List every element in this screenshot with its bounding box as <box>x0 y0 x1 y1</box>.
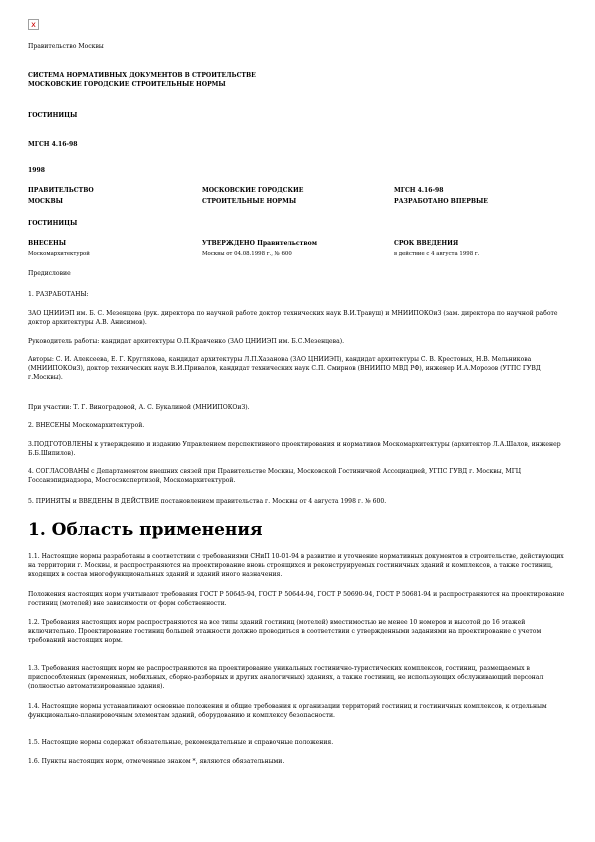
term-value: в действие с 4 августа 1998 г. <box>394 251 480 257</box>
section-paragraph-1-6: 1.6. Пункты настоящих норм, отмеченные знаком *, являются обязательными. <box>28 758 285 765</box>
system-title-line1: СИСТЕМА НОРМАТИВНЫХ ДОКУМЕНТОВ В СТРОИТЕЛЬСТВЕ <box>28 72 256 79</box>
section-paragraph-1-2: 1.2. Требования настоящих норм распространяются на все типы зданий гостиниц (мотелей) вместимостью не менее 10 номеров и высотой до 16 этажей включительно. Проектирование гостиниц большей этажности должно проводиться в соответствии с утвержденными заданиями на проектирование с учетом требований настоящих норм. <box>28 619 542 645</box>
table-title: ГОСТИНИЦЫ <box>28 220 78 227</box>
section-paragraph-1-5: 1.5. Настоящие нормы содержат обязательные, рекомендательные и справочные положения. <box>28 739 334 746</box>
preface-item-2: 2. ВНЕСЕНЫ Москомархитектурой. <box>28 422 145 429</box>
table-type-line1: МОСКОВСКИЕ ГОРОДСКИЕ <box>202 187 304 194</box>
section-paragraph-1-4: 1.4. Настоящие нормы устанавливают основные положения и общие требования к организации территорий гостиниц и гостиничных комплексов, к отдельным функционально-планировочным элементам зданий, оборудованию и комплексу безопасности. <box>28 703 547 720</box>
approved-value: Москвы от 04.08.1998 г., № 600 <box>202 251 292 257</box>
preface-heading: Предисловие <box>28 270 71 277</box>
preface-item-4: 4. СОГЛАСОВАНЫ с Департаментом внешних связей при Правительстве Москвы, Московской Гостиничной Ассоциацией, УГПС ГУВД г. Москвы, МГЦ Госсанэпиднадзора, Мосгосэкспертизой, Москомархитектурой. <box>28 468 522 485</box>
preface-item-5: 5. ПРИНЯТЫ и ВВЕДЕНЫ В ДЕЙСТВИЕ постановлением правительства г. Москвы от 4 августа 1998 г. № 600. <box>28 498 387 505</box>
table-first-issue: РАЗРАБОТАНО ВПЕРВЫЕ <box>394 198 488 205</box>
preface-authors: Авторы: С. И. Алексеева, Е. Г. Круглякова, кандидат архитектуры Л.П.Хазанова (ЗАО ЦНИИЭП), кандидат архитектуры С. В. Крестовых, Н.В. Мельникова (МНИИПОКОиЗ), доктор технических наук В.И.Привалов, кандидат технических наук С.П. Смирнов (ВНИИПО МВД РФ), инженер И.А.Морозов (УГПС ГУВД г.Москвы). <box>28 356 541 382</box>
document-code: МГСН 4.16-98 <box>28 141 78 148</box>
preface-participants: При участии: Т. Г. Виноградовой, А. С. Букалиной (МНИИПОКОиЗ). <box>28 404 250 411</box>
preface-item-1: 1. РАЗРАБОТАНЫ: <box>28 291 89 298</box>
introduced-value: Москомархитектурой <box>28 251 90 257</box>
section-paragraph-1-1: 1.1. Настоящие нормы разработаны в соответствии с требованиями СНиП 10-01-94 в развитие и уточнение нормативных документов в строительстве, действующих на территории г. Москвы, и распространяются на проектирование вновь строящихся и реконструируемых гостиничных зданий и комплексов, а также гостиниц, входящих в состав многофункциональных зданий и зданий иного назначения. <box>28 553 564 579</box>
document-year: 1998 <box>28 167 45 174</box>
government-name: Правительство Москвы <box>28 43 104 50</box>
approved-label: УТВЕРЖДЕНО Правительством <box>202 240 317 247</box>
system-title-line2: МОСКОВСКИЕ ГОРОДСКИЕ СТРОИТЕЛЬНЫЕ НОРМЫ <box>28 81 226 88</box>
section-paragraph-1-3: 1.3. Требования настоящих норм не распространяются на проектирование уникальных гостинично-туристических комплексов, гостиниц, размещаемых в приспособленных (временных, мобильных, сборно-разборных и других аналогичных) зданиях, а также гостиниц, не использующих обслуживающий персонал (полностью автоматизированные здания). <box>28 665 544 691</box>
introduced-label: ВНЕСЕНЫ <box>28 240 67 247</box>
table-type-line2: СТРОИТЕЛЬНЫЕ НОРМЫ <box>202 198 297 205</box>
broken-image-icon: x <box>28 19 39 30</box>
table-issuer-line2: МОСКВЫ <box>28 198 63 205</box>
preface-item-3: 3.ПОДГОТОВЛЕНЫ к утверждению и изданию Управлением перспективного проектирования и нормативов Москомархитектуры (архитектор Л.А.Шалов, инженер Б.Б.Шипилов). <box>28 441 561 458</box>
term-label: СРОК ВВЕДЕНИЯ <box>394 240 459 247</box>
section-heading: 1. Область применения <box>28 520 263 540</box>
preface-supervisor: Руководитель работы: кандидат архитектуры О.П.Кравченко (ЗАО ЦНИИЭП им. Б.С.Мезенцева). <box>28 338 345 345</box>
table-issuer-line1: ПРАВИТЕЛЬСТВО <box>28 187 94 194</box>
document-title: ГОСТИНИЦЫ <box>28 112 78 119</box>
table-code: МГСН 4.16-98 <box>394 187 444 194</box>
preface-developers: ЗАО ЦНИИЭП им. Б. С. Мезенцева (рук. директора по научной работе доктор технических наук В.И.Травуш) и МНИИПОКОиЗ (зам. директора по научной работе доктор архитектуры А.В. Анисимов). <box>28 310 558 327</box>
section-paragraph-1-1-cont: Положения настоящих норм учитывают требования ГОСТ Р 50645-94, ГОСТ Р 50644-94, ГОСТ Р 50690-94, ГОСТ Р 50681-94 и распространяются на проектирование гостиниц (мотелей) вне зависимости от форм собственности. <box>28 591 565 608</box>
